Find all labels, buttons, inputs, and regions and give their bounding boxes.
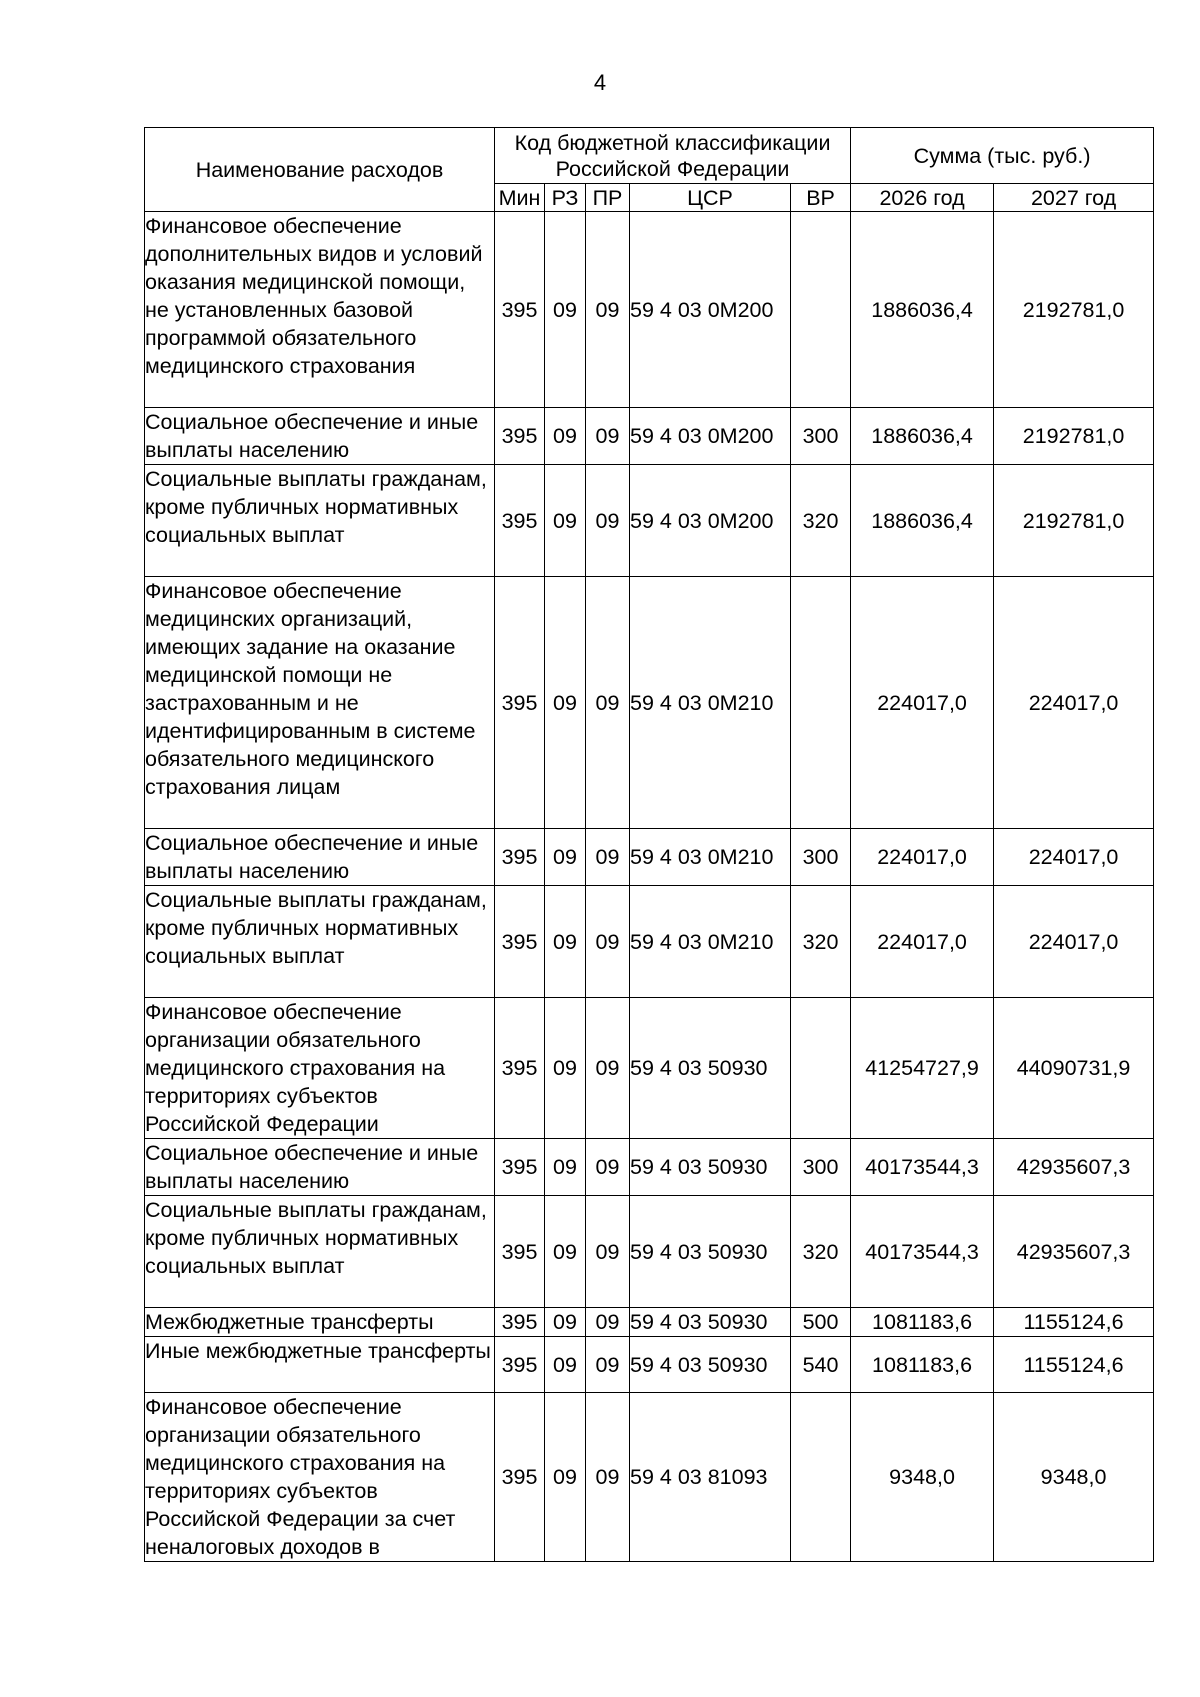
row-rz-code: 09 bbox=[545, 1196, 586, 1308]
table-row bbox=[145, 886, 1154, 998]
table-row bbox=[145, 1337, 1154, 1393]
table-row bbox=[145, 1393, 1154, 1562]
row-amount-2027: 1155124,6 bbox=[994, 1337, 1154, 1393]
row-name: Финансовое обеспечение организации обязательного медицинского страхования на территориях субъектов Российской Федерации за счет неналоговых доходов в bbox=[145, 1393, 495, 1562]
row-csr-code: 59 4 03 50930 bbox=[630, 1337, 791, 1393]
row-csr-code: 59 4 03 81093 bbox=[630, 1393, 791, 1562]
row-min-code: 395 bbox=[495, 886, 545, 998]
row-name: Иные межбюджетные трансферты bbox=[145, 1337, 495, 1393]
row-min-code: 395 bbox=[495, 212, 545, 408]
row-vr-code: 500 bbox=[791, 1308, 851, 1337]
row-rz-code: 09 bbox=[545, 886, 586, 998]
row-vr-code: 320 bbox=[791, 1196, 851, 1308]
row-vr-code: 300 bbox=[791, 1139, 851, 1196]
row-pr-code: 09 bbox=[586, 886, 630, 998]
row-min-code: 395 bbox=[495, 998, 545, 1139]
row-vr-code bbox=[791, 212, 851, 408]
row-name: Социальное обеспечение и иные выплаты населению bbox=[145, 408, 495, 465]
header-min: Мин bbox=[495, 184, 545, 212]
row-csr-code: 59 4 03 50930 bbox=[630, 1139, 791, 1196]
row-amount-2027: 2192781,0 bbox=[994, 212, 1154, 408]
row-pr-code: 09 bbox=[586, 998, 630, 1139]
row-vr-code: 320 bbox=[791, 465, 851, 577]
header-rz: РЗ bbox=[545, 184, 586, 212]
row-amount-2026: 1886036,4 bbox=[851, 408, 994, 465]
row-vr-code: 540 bbox=[791, 1337, 851, 1393]
row-csr-code: 59 4 03 50930 bbox=[630, 1196, 791, 1308]
row-amount-2026: 40173544,3 bbox=[851, 1196, 994, 1308]
table-row bbox=[145, 1139, 1154, 1196]
row-pr-code: 09 bbox=[586, 1337, 630, 1393]
table-body bbox=[145, 212, 1154, 1562]
table-row bbox=[145, 1308, 1154, 1337]
row-amount-2027: 44090731,9 bbox=[994, 998, 1154, 1139]
row-amount-2026: 224017,0 bbox=[851, 886, 994, 998]
row-amount-2027: 42935607,3 bbox=[994, 1139, 1154, 1196]
header-2027: 2027 год bbox=[994, 184, 1154, 212]
row-min-code: 395 bbox=[495, 577, 545, 829]
row-amount-2027: 9348,0 bbox=[994, 1393, 1154, 1562]
row-min-code: 395 bbox=[495, 408, 545, 465]
row-amount-2026: 9348,0 bbox=[851, 1393, 994, 1562]
row-vr-code bbox=[791, 998, 851, 1139]
row-rz-code: 09 bbox=[545, 212, 586, 408]
row-amount-2026: 1886036,4 bbox=[851, 212, 994, 408]
row-name: Межбюджетные трансферты bbox=[145, 1308, 495, 1337]
row-amount-2027: 1155124,6 bbox=[994, 1308, 1154, 1337]
row-amount-2026: 1081183,6 bbox=[851, 1308, 994, 1337]
table-row bbox=[145, 212, 1154, 408]
row-min-code: 395 bbox=[495, 465, 545, 577]
row-csr-code: 59 4 03 50930 bbox=[630, 998, 791, 1139]
row-min-code: 395 bbox=[495, 829, 545, 886]
row-rz-code: 09 bbox=[545, 1337, 586, 1393]
row-name: Финансовое обеспечение медицинских организаций, имеющих задание на оказание медицинской помощи не застрахованным и не идентифицированным в системе обязательного медицинского страхования лицам bbox=[145, 577, 495, 829]
row-rz-code: 09 bbox=[545, 1308, 586, 1337]
row-amount-2026: 1081183,6 bbox=[851, 1337, 994, 1393]
row-rz-code: 09 bbox=[545, 1393, 586, 1562]
row-pr-code: 09 bbox=[586, 577, 630, 829]
row-name: Социальное обеспечение и иные выплаты населению bbox=[145, 1139, 495, 1196]
table-row bbox=[145, 829, 1154, 886]
table-row bbox=[145, 408, 1154, 465]
row-amount-2027: 2192781,0 bbox=[994, 408, 1154, 465]
row-vr-code: 300 bbox=[791, 829, 851, 886]
row-pr-code: 09 bbox=[586, 1196, 630, 1308]
row-min-code: 395 bbox=[495, 1393, 545, 1562]
row-name: Социальные выплаты гражданам, кроме публичных нормативных социальных выплат bbox=[145, 465, 495, 577]
row-csr-code: 59 4 03 0М210 bbox=[630, 577, 791, 829]
row-amount-2027: 224017,0 bbox=[994, 829, 1154, 886]
row-csr-code: 59 4 03 0М210 bbox=[630, 886, 791, 998]
row-amount-2027: 224017,0 bbox=[994, 577, 1154, 829]
table-row bbox=[145, 465, 1154, 577]
table-row bbox=[145, 998, 1154, 1139]
row-amount-2026: 1886036,4 bbox=[851, 465, 994, 577]
row-name: Социальное обеспечение и иные выплаты населению bbox=[145, 829, 495, 886]
row-vr-code: 320 bbox=[791, 886, 851, 998]
row-rz-code: 09 bbox=[545, 465, 586, 577]
row-amount-2027: 2192781,0 bbox=[994, 465, 1154, 577]
row-min-code: 395 bbox=[495, 1308, 545, 1337]
page-number: 4 bbox=[593, 70, 607, 95]
header-2026: 2026 год bbox=[851, 184, 994, 212]
row-name: Финансовое обеспечение дополнительных видов и условий оказания медицинской помощи, не установленных базовой программой обязательного медицинского страхования bbox=[145, 212, 495, 408]
row-name: Финансовое обеспечение организации обязательного медицинского страхования на территориях субъектов Российской Федерации bbox=[145, 998, 495, 1139]
row-amount-2026: 224017,0 bbox=[851, 829, 994, 886]
row-amount-2026: 41254727,9 bbox=[851, 998, 994, 1139]
row-amount-2026: 40173544,3 bbox=[851, 1139, 994, 1196]
row-min-code: 395 bbox=[495, 1337, 545, 1393]
row-csr-code: 59 4 03 50930 bbox=[630, 1308, 791, 1337]
row-csr-code: 59 4 03 0М200 bbox=[630, 408, 791, 465]
header-pr: ПР bbox=[586, 184, 630, 212]
budget-table bbox=[144, 127, 1154, 1562]
row-rz-code: 09 bbox=[545, 998, 586, 1139]
row-amount-2027: 42935607,3 bbox=[994, 1196, 1154, 1308]
row-pr-code: 09 bbox=[586, 829, 630, 886]
row-csr-code: 59 4 03 0М210 bbox=[630, 829, 791, 886]
row-pr-code: 09 bbox=[586, 212, 630, 408]
row-rz-code: 09 bbox=[545, 408, 586, 465]
header-vr: ВР bbox=[791, 184, 851, 212]
row-pr-code: 09 bbox=[586, 408, 630, 465]
row-pr-code: 09 bbox=[586, 465, 630, 577]
row-amount-2027: 224017,0 bbox=[994, 886, 1154, 998]
row-vr-code bbox=[791, 577, 851, 829]
row-rz-code: 09 bbox=[545, 829, 586, 886]
row-vr-code bbox=[791, 1393, 851, 1562]
row-rz-code: 09 bbox=[545, 1139, 586, 1196]
header-sum-group: Сумма (тыс. руб.) bbox=[851, 128, 1154, 184]
row-name: Социальные выплаты гражданам, кроме публичных нормативных социальных выплат bbox=[145, 886, 495, 998]
row-vr-code: 300 bbox=[791, 408, 851, 465]
table-row bbox=[145, 1196, 1154, 1308]
row-min-code: 395 bbox=[495, 1196, 545, 1308]
row-min-code: 395 bbox=[495, 1139, 545, 1196]
row-pr-code: 09 bbox=[586, 1139, 630, 1196]
row-name: Социальные выплаты гражданам, кроме публичных нормативных социальных выплат bbox=[145, 1196, 495, 1308]
row-pr-code: 09 bbox=[586, 1393, 630, 1562]
table-row bbox=[145, 577, 1154, 829]
row-csr-code: 59 4 03 0М200 bbox=[630, 212, 791, 408]
row-rz-code: 09 bbox=[545, 577, 586, 829]
header-csr: ЦСР bbox=[630, 184, 791, 212]
header-code-group: Код бюджетной классификации Российской Федерации bbox=[495, 128, 851, 184]
row-csr-code: 59 4 03 0М200 bbox=[630, 465, 791, 577]
header-name: Наименование расходов bbox=[145, 128, 495, 212]
row-amount-2026: 224017,0 bbox=[851, 577, 994, 829]
row-pr-code: 09 bbox=[586, 1308, 630, 1337]
